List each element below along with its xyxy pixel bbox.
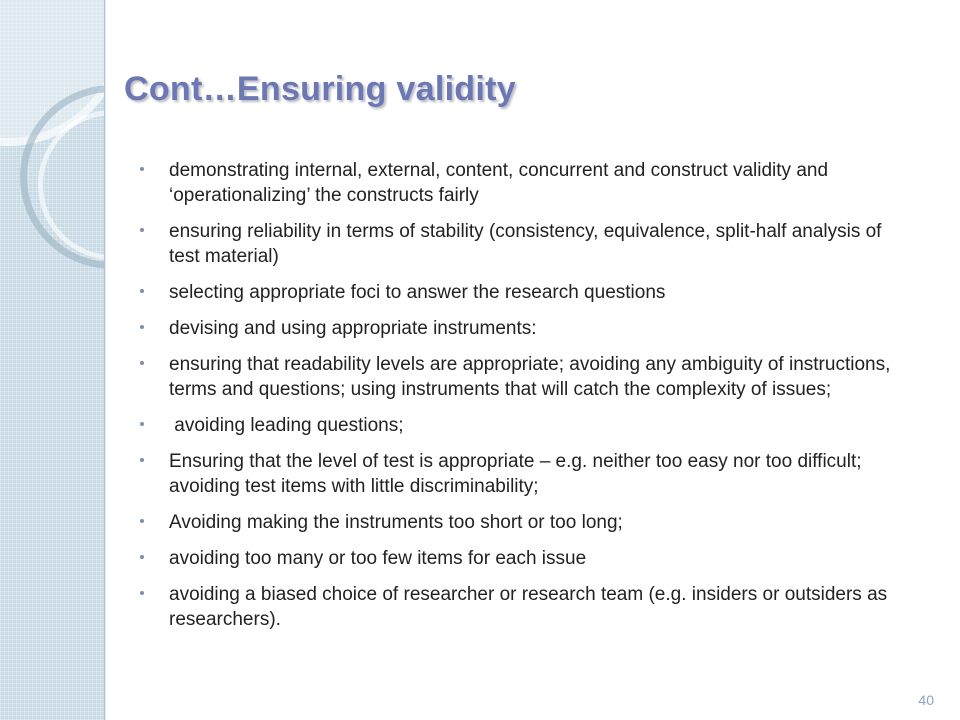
- bullet-icon: [140, 167, 144, 171]
- bullet-icon: [140, 422, 144, 426]
- bullet-text: avoiding a biased choice of researcher or research team (e.g. insiders or outsiders as researchers).: [169, 584, 888, 630]
- bullet-list: [140, 158, 910, 643]
- decorative-side-band: [0, 0, 106, 720]
- bullet-item: [140, 316, 910, 341]
- bullet-icon: [140, 228, 144, 232]
- bullet-item: [140, 158, 910, 208]
- bullet-item: [140, 280, 910, 305]
- side-band-edge: [104, 0, 106, 720]
- bullet-text: ensuring reliability in terms of stability (consistency, equivalence, split-half analysis of test material): [169, 221, 882, 267]
- page-number: 40: [918, 692, 934, 708]
- bullet-text: Ensuring that the level of test is appropriate – e.g. neither too easy nor too difficult; avoiding test items with little discriminability;: [169, 451, 862, 497]
- bullet-item: [140, 510, 910, 535]
- bullet-icon: [140, 325, 144, 329]
- slide-title: Cont…Ensuring validity: [124, 70, 516, 108]
- bullet-item: [140, 352, 910, 402]
- bullet-icon: [140, 555, 144, 559]
- bullet-text: demonstrating internal, external, content, concurrent and construct validity and ‘operationalizing’ the constructs fairly: [169, 160, 829, 206]
- bullet-text: avoiding leading questions;: [169, 415, 404, 436]
- bullet-icon: [140, 361, 144, 365]
- bullet-item: [140, 582, 910, 632]
- bullet-text: Avoiding making the instruments too short or too long;: [169, 512, 623, 533]
- bullet-icon: [140, 458, 144, 462]
- bullet-icon: [140, 591, 144, 595]
- bullet-text: devising and using appropriate instruments:: [169, 318, 537, 339]
- bullet-item: [140, 413, 910, 438]
- bullet-item: [140, 219, 910, 269]
- bullet-text: ensuring that readability levels are appropriate; avoiding any ambiguity of instructions, terms and questions; using instruments that will catch the complexity of issues;: [169, 354, 891, 400]
- bullet-text: avoiding too many or too few items for each issue: [169, 548, 587, 569]
- bullet-item: [140, 546, 910, 571]
- bullet-icon: [140, 289, 144, 293]
- bullet-icon: [140, 519, 144, 523]
- bullet-item: [140, 449, 910, 499]
- bullet-text: selecting appropriate foci to answer the research questions: [169, 282, 666, 303]
